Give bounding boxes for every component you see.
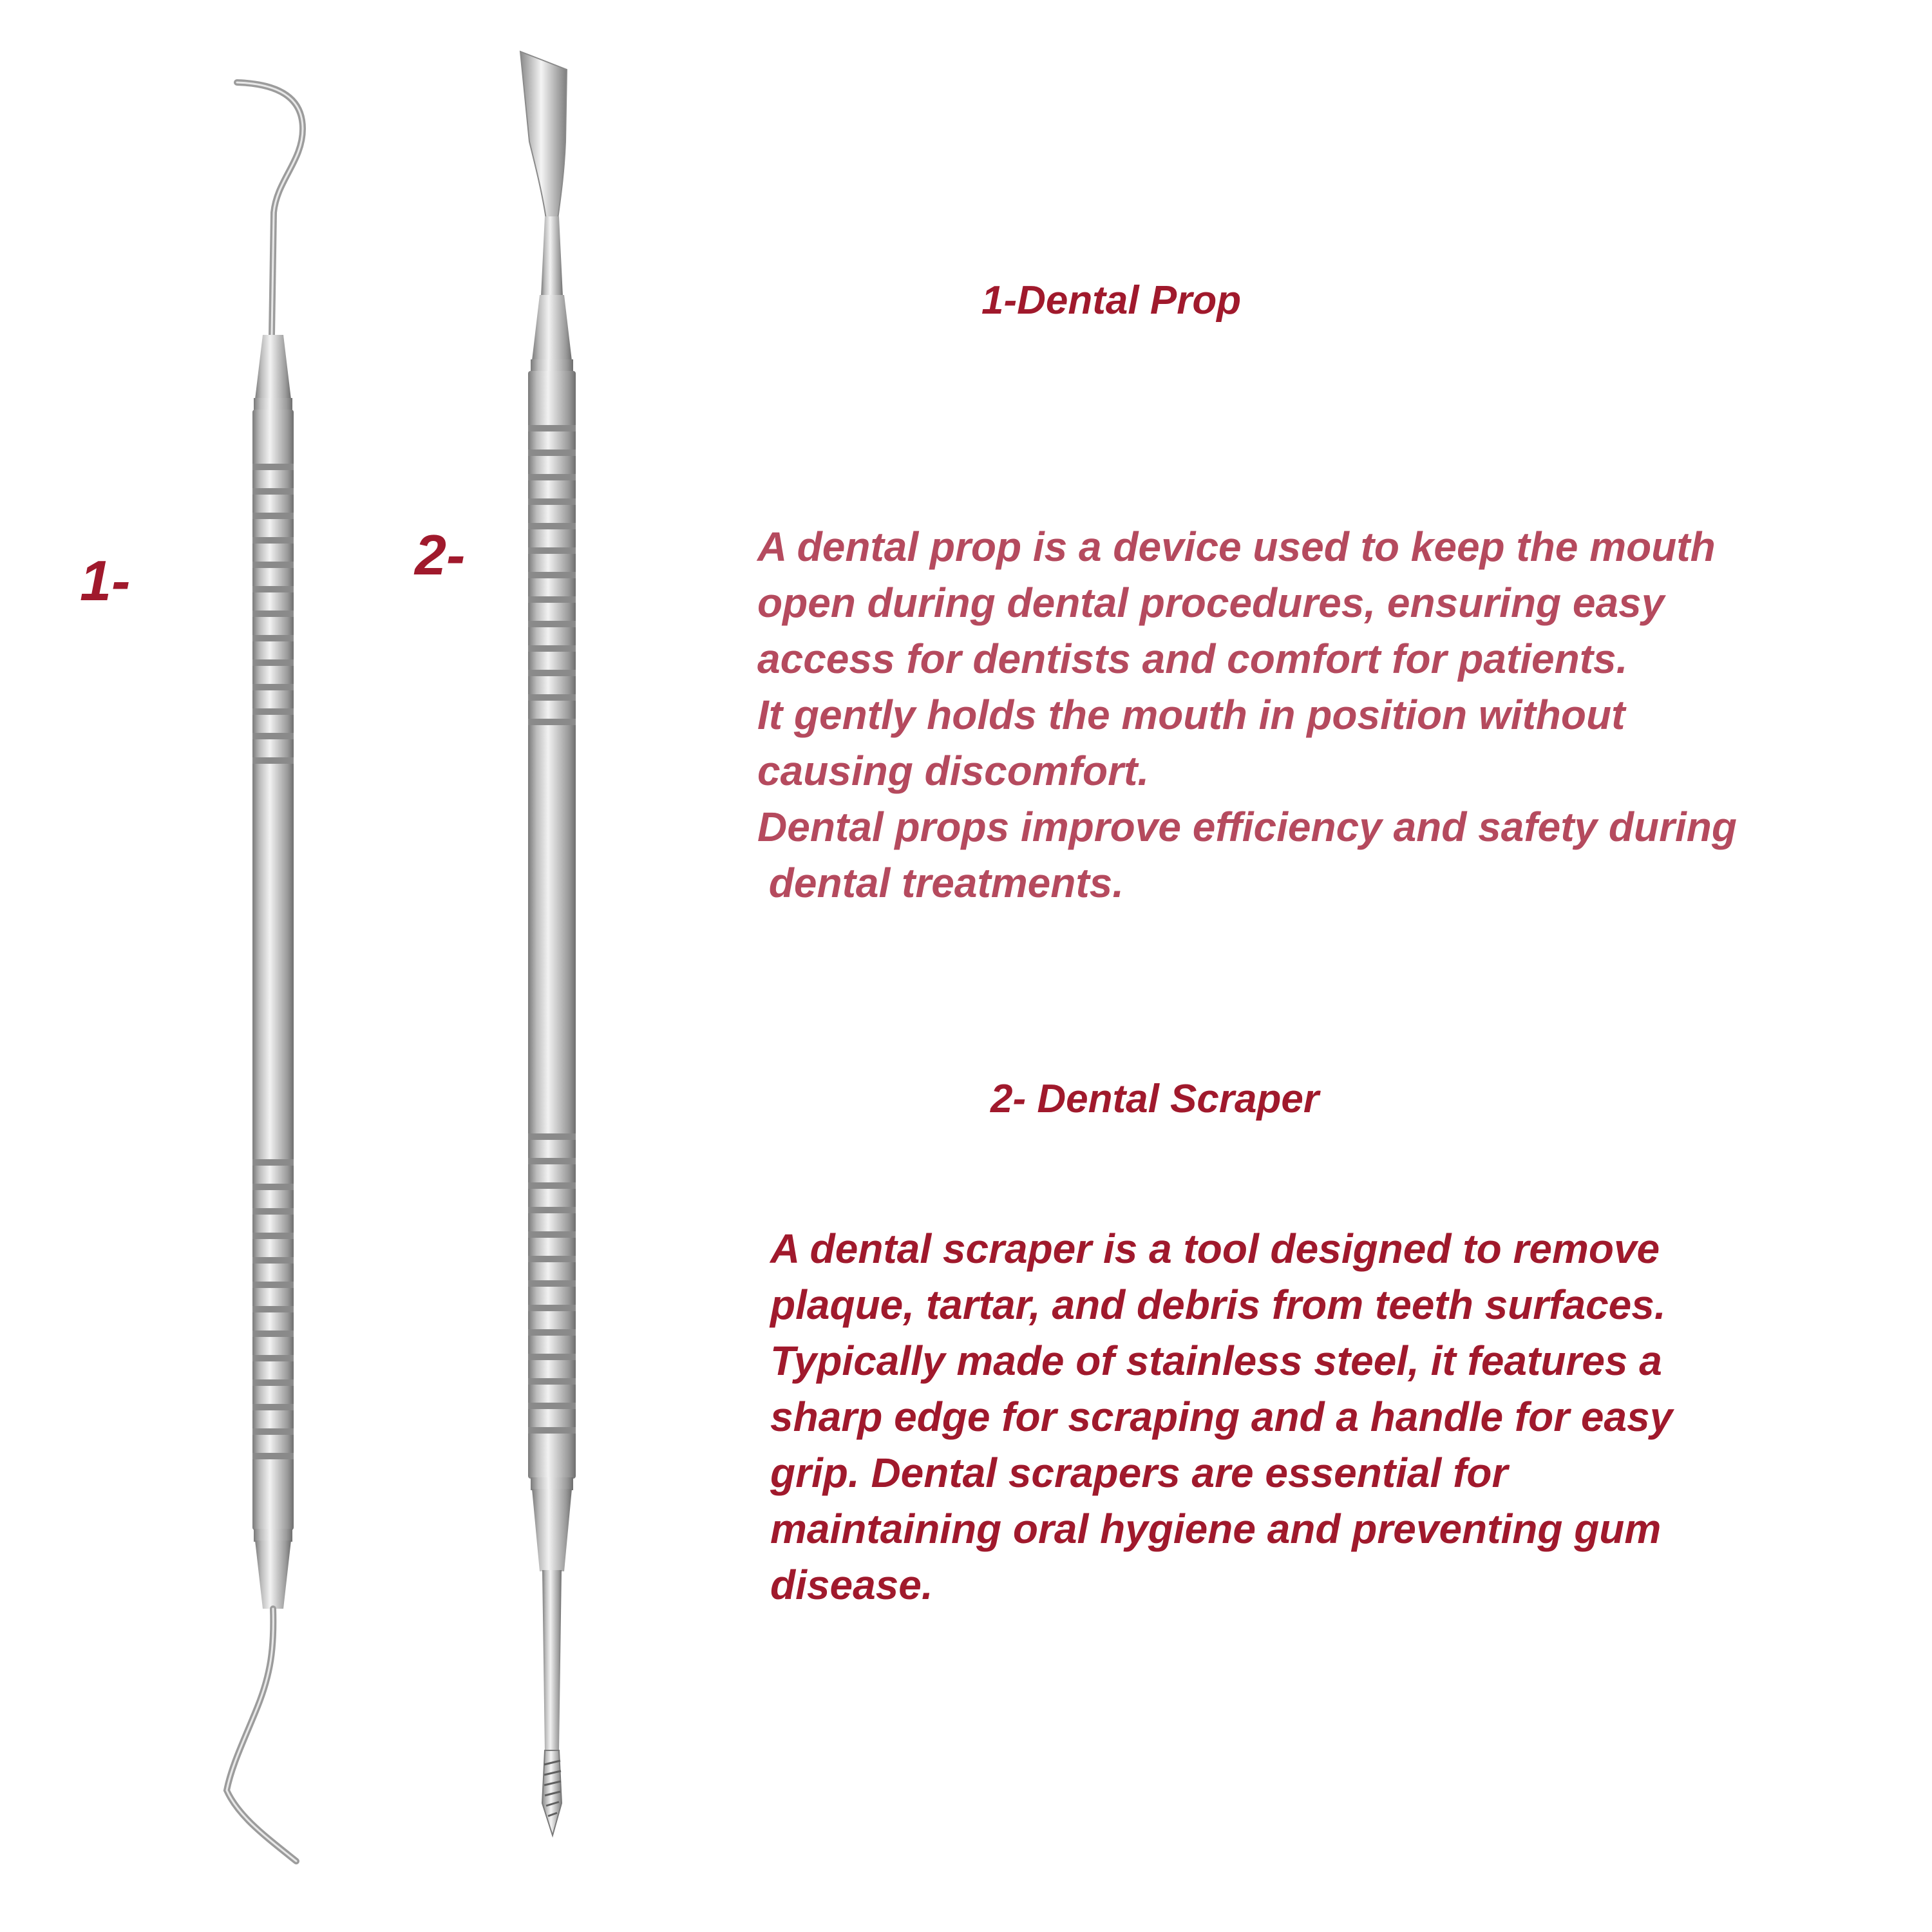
dental-scraper-title: 2- Dental Scraper [990, 1077, 1319, 1121]
dental-prop-line: dental treatments. [757, 860, 1124, 906]
dental-prop-description [757, 519, 1737, 911]
dental-scraper-instrument [520, 52, 576, 1835]
dental-prop-line: It gently holds the mouth in position without [757, 692, 1625, 738]
dental-prop-line: causing discomfort. [757, 748, 1150, 794]
dental-scraper-line: plaque, tartar, and debris from teeth surfaces. [770, 1282, 1666, 1328]
dental-prop-line: access for dentists and comfort for patients. [757, 636, 1628, 682]
dental-prop-line: A dental prop is a device used to keep the mouth [757, 524, 1716, 570]
dental-scraper-line: maintaining oral hygiene and preventing gum [770, 1506, 1662, 1552]
dental-prop-instrument [227, 82, 303, 1861]
dental-prop-line: Dental props improve efficiency and safety during [757, 804, 1737, 850]
dental-scraper-line: grip. Dental scrapers are essential for [770, 1450, 1508, 1496]
dental-scraper-description [770, 1221, 1672, 1613]
tool-1-number-label: 1- [80, 549, 131, 612]
dental-scraper-line: disease. [770, 1562, 933, 1608]
dental-prop-line: open during dental procedures, ensuring easy [757, 580, 1665, 626]
dental-prop-title: 1-Dental Prop [981, 278, 1242, 323]
dental-scraper-line: Typically made of stainless steel, it features a [770, 1338, 1662, 1384]
dental-scraper-line: A dental scraper is a tool designed to remove [770, 1226, 1660, 1272]
dental-scraper-line: sharp edge for scraping and a handle for easy [770, 1394, 1673, 1440]
tool-2-number-label: 2- [415, 523, 466, 587]
